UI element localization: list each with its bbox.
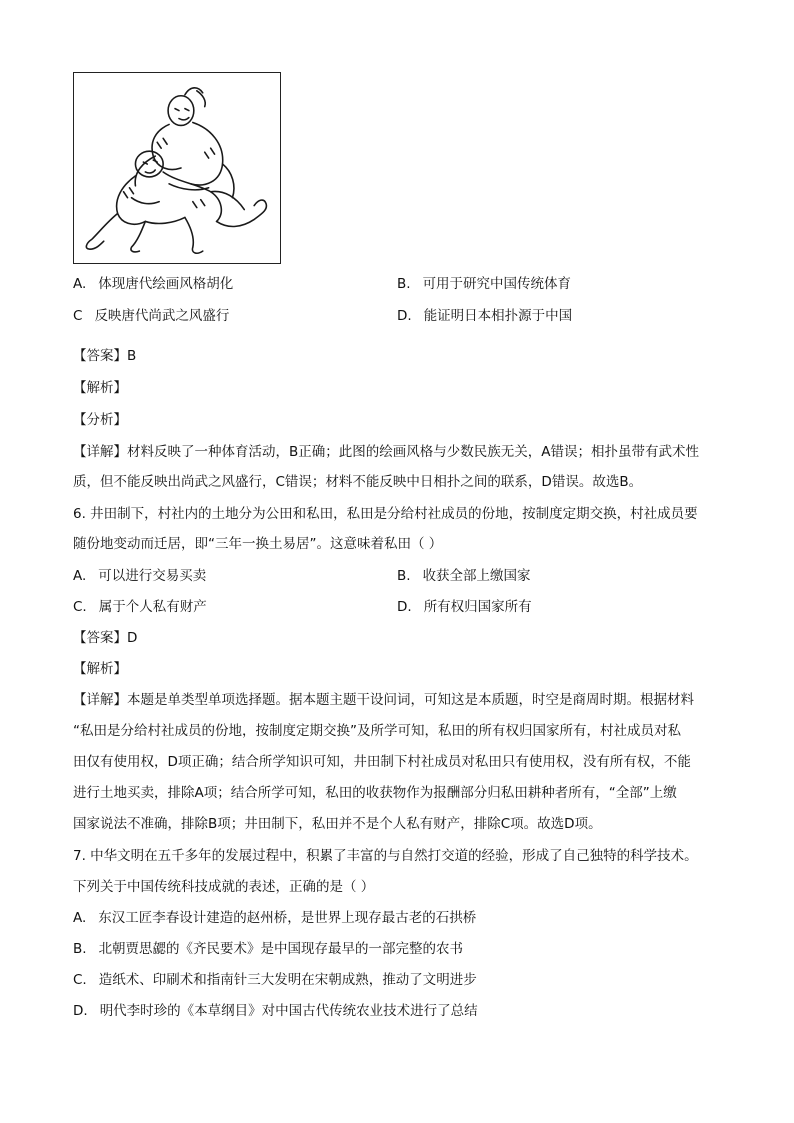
option-key: A.	[73, 568, 87, 584]
option-text: 东汉工匠李春设计建造的赵州桥，是世界上现存最古老的石拱桥	[98, 910, 477, 926]
option-text: 反映唐代尚武之风盛行	[94, 308, 230, 324]
option-key: B.	[397, 276, 411, 292]
q6-answer: 【答案】D	[73, 630, 138, 646]
q5-fenxi-heading: 【分析】	[73, 412, 127, 428]
q7-option-b	[73, 939, 463, 959]
q5-detail-line: 【详解】材料反映了一种体育活动，B正确；此图的绘画风格与少数民族无关，A错误；相扑虽带有武术性	[73, 444, 699, 460]
q5-option-c	[73, 306, 229, 326]
option-key: B.	[73, 941, 87, 957]
option-text: 造纸术、印刷术和指南针三大发明在宋朝成熟，推动了文明进步	[98, 972, 477, 988]
q6-detail-line: 田仅有使用权，D项正确；结合所学知识可知，井田制下村社成员对私田只有使用权，没有所有权，不能	[73, 754, 691, 770]
q6-option-c	[73, 597, 207, 617]
option-key: D.	[73, 1003, 88, 1019]
q6-stem-line: 随份地变动而迁居，即“三年一换土易居”。这意味着私田（ ）	[73, 536, 443, 552]
option-text: 收获全部上缴国家	[422, 568, 531, 584]
option-key: C.	[73, 599, 87, 615]
q6-detail-line: 进行土地买卖，排除A项；结合所学可知，私田的收获物作为报酬部分归私田耕种者所有，“全部”上缴	[73, 785, 677, 801]
q5-detail-line: 质，但不能反映出尚武之风盛行，C错误；材料不能反映中日相扑之间的联系，D错误。故选B。	[73, 474, 643, 490]
option-text: 所有权归国家所有	[423, 599, 532, 615]
option-key: A.	[73, 910, 87, 926]
option-text: 能证明日本相扑源于中国	[423, 308, 573, 324]
q7-option-a	[73, 908, 476, 928]
option-key: A.	[73, 276, 87, 292]
q6-analysis-heading: 【解析】	[73, 661, 127, 677]
option-key: D.	[397, 599, 412, 615]
q5-analysis-heading: 【解析】	[73, 380, 127, 396]
q6-stem-line: 6. 井田制下，村社内的土地分为公田和私田，私田是分给村社成员的份地，按制度定期交换，村社成员要	[73, 506, 698, 522]
option-key: B.	[397, 568, 411, 584]
option-key: C.	[73, 972, 87, 988]
sumo-wrestling-illustration	[73, 72, 281, 264]
q5-option-a	[73, 274, 233, 294]
q7-stem-line: 7. 中华文明在五千多年的发展过程中，积累了丰富的与自然打交道的经验，形成了自己独特的科学技术。	[73, 848, 698, 864]
q6-detail-line: 【详解】本题是单类型单项选择题。据本题主题干设问词，可知这是本质题，时空是商周时期。根据材料	[73, 692, 694, 708]
option-key: C	[73, 308, 83, 324]
q6-option-b	[397, 566, 531, 586]
q5-answer: 【答案】B	[73, 348, 137, 364]
option-text: 明代李时珍的《本草纲目》对中国古代传统农业技术进行了总结	[99, 1003, 478, 1019]
wrestlers-drawing-icon	[74, 73, 280, 263]
q7-option-c	[73, 970, 477, 990]
q6-option-a	[73, 566, 206, 586]
option-text: 北朝贾思勰的《齐民要术》是中国现存最早的一部完整的农书	[98, 941, 464, 957]
q5-option-d	[397, 306, 572, 326]
q6-option-d	[397, 597, 532, 617]
q7-option-d	[73, 1001, 478, 1021]
q6-detail-line: “私田是分给村社成员的份地，按制度定期交换”及所学可知，私田的所有权归国家所有，村社成员对私	[73, 723, 681, 739]
option-key: D.	[397, 308, 412, 324]
q5-option-b	[397, 274, 571, 294]
q7-stem-line: 下列关于中国传统科技成就的表述，正确的是（ ）	[73, 879, 375, 895]
q6-detail-line: 国家说法不准确，排除B项；井田制下，私田并不是个人私有财产，排除C项。故选D项。	[73, 816, 602, 832]
option-text: 可以进行交易买卖	[98, 568, 207, 584]
option-text: 可用于研究中国传统体育	[422, 276, 572, 292]
option-text: 属于个人私有财产	[98, 599, 207, 615]
option-text: 体现唐代绘画风格胡化	[98, 276, 234, 292]
